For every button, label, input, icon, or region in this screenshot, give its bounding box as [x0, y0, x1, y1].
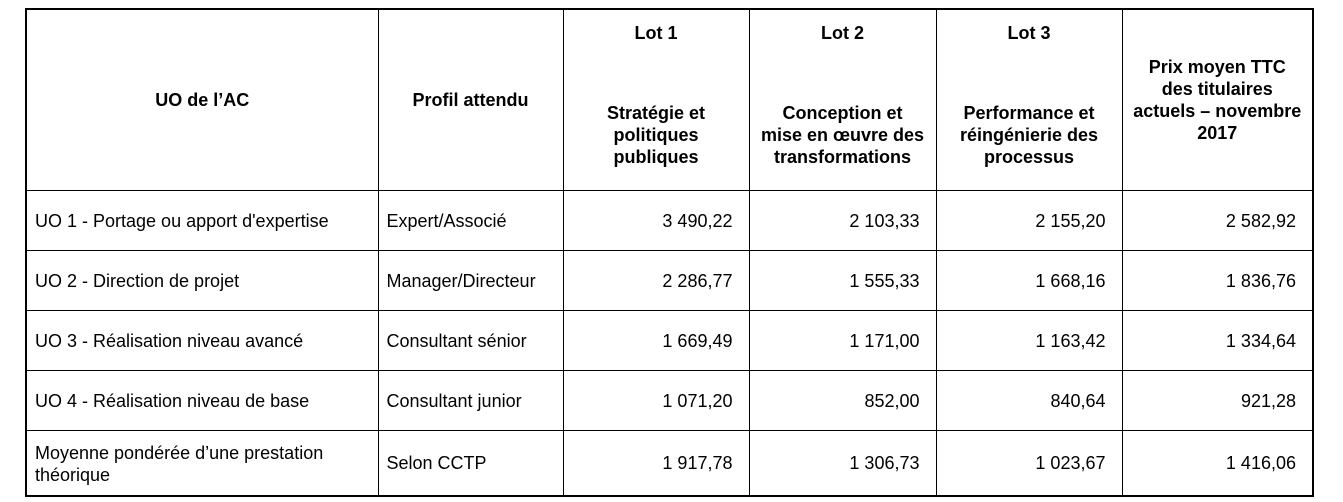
table-header	[26, 9, 1313, 191]
cell-lot-1: 2 286,77	[563, 251, 749, 311]
cell-uo: UO 1 - Portage ou apport d'expertise	[26, 191, 378, 251]
header-lot-3-title: Lot 3	[1007, 23, 1051, 43]
header-lot-1	[563, 9, 749, 191]
header-lot-3	[936, 9, 1122, 191]
table-row-average	[26, 431, 1313, 497]
cell-lot-2: 1 555,33	[749, 251, 936, 311]
cell-uo: Moyenne pondérée d’une prestation théorique	[26, 431, 378, 497]
price-table	[25, 8, 1314, 497]
cell-lot-1: 1 669,49	[563, 311, 749, 371]
cell-lot-1: 1 071,20	[563, 371, 749, 431]
cell-lot-2: 1 306,73	[749, 431, 936, 497]
header-lot-1-subtitle: Stratégie et politiques publiques	[606, 103, 706, 167]
table-row	[26, 311, 1313, 371]
table-row	[26, 371, 1313, 431]
cell-prix: 2 582,92	[1122, 191, 1313, 251]
header-prix-moyen: Prix moyen TTC des titulaires actuels – novembre 2017	[1122, 9, 1313, 191]
header-lot-2	[749, 9, 936, 191]
cell-lot-1: 3 490,22	[563, 191, 749, 251]
header-row	[26, 9, 1313, 191]
cell-uo: UO 2 - Direction de projet	[26, 251, 378, 311]
header-profil: Profil attendu	[378, 9, 563, 191]
cell-lot-3: 1 163,42	[936, 311, 1122, 371]
cell-prix: 1 416,06	[1122, 431, 1313, 497]
cell-lot-2: 1 171,00	[749, 311, 936, 371]
cell-lot-3: 1 668,16	[936, 251, 1122, 311]
cell-profil: Expert/Associé	[378, 191, 563, 251]
cell-lot-3: 1 023,67	[936, 431, 1122, 497]
cell-prix: 1 836,76	[1122, 251, 1313, 311]
table-row	[26, 191, 1313, 251]
header-lot-2-title: Lot 2	[821, 23, 864, 43]
header-lot-2-subtitle: Conception et mise en œuvre des transformations	[760, 103, 925, 167]
cell-lot-3: 2 155,20	[936, 191, 1122, 251]
cell-profil: Manager/Directeur	[378, 251, 563, 311]
header-lot-1-title: Lot 1	[634, 23, 678, 43]
cell-prix: 921,28	[1122, 371, 1313, 431]
cell-lot-2: 852,00	[749, 371, 936, 431]
table-row	[26, 251, 1313, 311]
cell-lot-2: 2 103,33	[749, 191, 936, 251]
cell-profil: Consultant sénior	[378, 311, 563, 371]
cell-lot-3: 840,64	[936, 371, 1122, 431]
cell-prix: 1 334,64	[1122, 311, 1313, 371]
cell-lot-1: 1 917,78	[563, 431, 749, 497]
cell-profil: Consultant junior	[378, 371, 563, 431]
cell-profil: Selon CCTP	[378, 431, 563, 497]
price-table-wrapper	[25, 8, 1314, 497]
header-lot-3-subtitle: Performance et réingénierie des processus	[959, 103, 1099, 167]
header-uo: UO de l’AC	[26, 9, 378, 191]
table-body	[26, 191, 1313, 497]
cell-uo: UO 4 - Réalisation niveau de base	[26, 371, 378, 431]
cell-uo: UO 3 - Réalisation niveau avancé	[26, 311, 378, 371]
